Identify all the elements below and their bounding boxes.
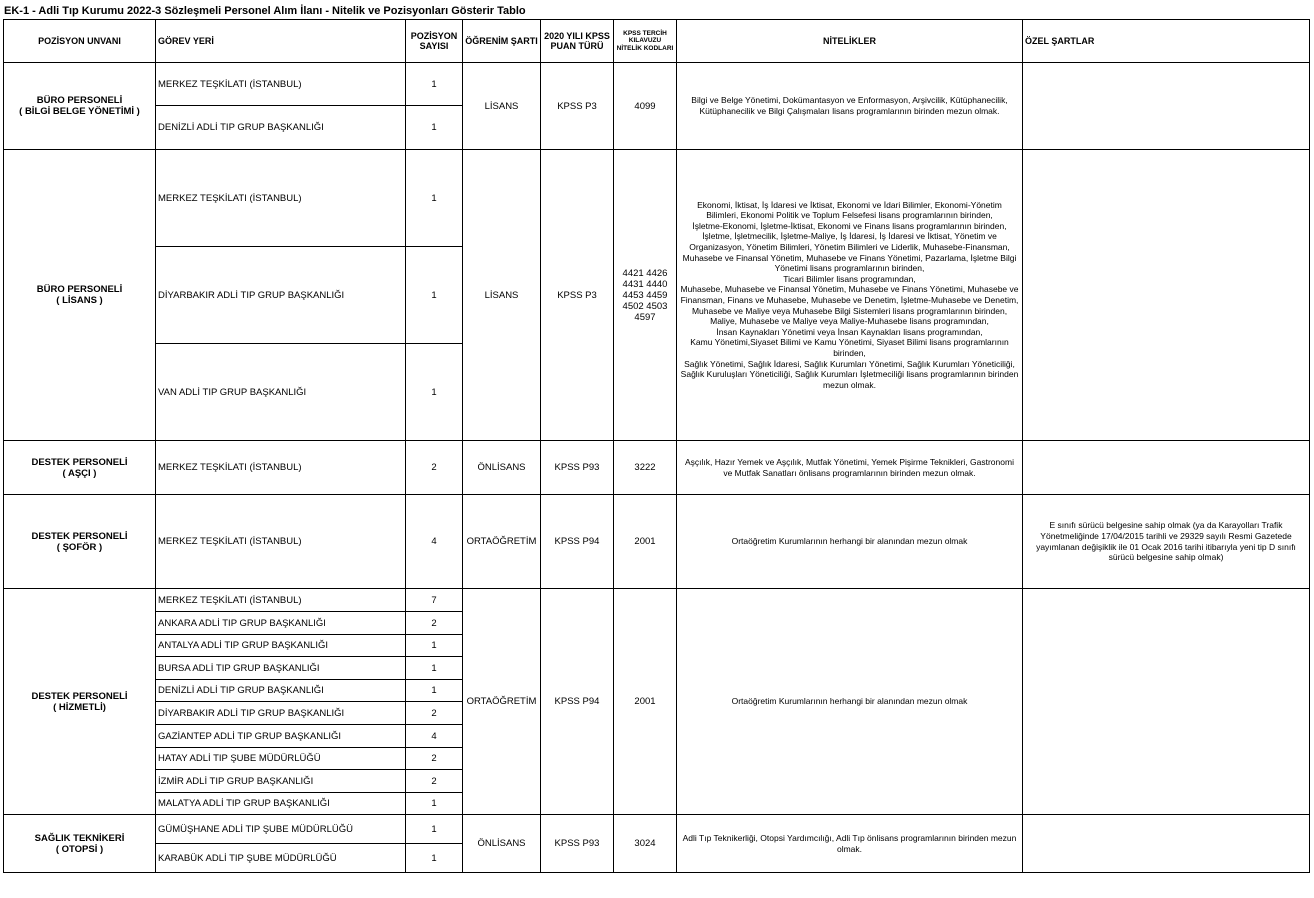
positions-table (3, 19, 1310, 873)
position-title-line: SAĞLIK TEKNİKERİ (34, 832, 125, 844)
score-type-cell: KPSS P93 (541, 815, 614, 873)
education-cell: ÖNLİSANS (463, 815, 541, 873)
count-cell: 2 (406, 612, 463, 635)
qualification-line: Ticari Bilimler lisans programından, (783, 273, 916, 284)
qualifications-cell (677, 150, 1023, 441)
qualification-line: Maliye, Muhasebe ve Maliye veya Maliye-Muhasebe lisans programından, (710, 316, 989, 327)
qualifications-cell: Adli Tıp Teknikerliği, Otopsi Yardımcılığı, Adli Tıp önlisans programlarının birinden mezun olmak. (677, 815, 1023, 873)
location-cell: KARABÜK ADLİ TIP ŞUBE MÜDÜRLÜĞÜ (156, 844, 406, 873)
table-row (4, 495, 1310, 589)
header-score-type: 2020 YILI KPSS PUAN TÜRÜ (541, 20, 614, 63)
location-cell: ANTALYA ADLİ TIP GRUP BAŞKANLIĞI (156, 635, 406, 657)
qualification-line: Muhasebe, Muhasebe ve Finansal Yönetim, Muhasebe ve Finans Yönetimi, Muhasebe ve Finansman, Finans ve Muhasebe, Muhasebe ve Denetim, İşletme-Muhasebe ve Denetim, Muhasebe ve Maliye veya Muhasebe Bilgi Sistemleri lisans programlarının birinden, (680, 284, 1019, 316)
location-cell: ANKARA ADLİ TIP GRUP BAŞKANLIĞI (156, 612, 406, 635)
location-cell: HATAY ADLİ TIP ŞUBE MÜDÜRLÜĞÜ (156, 748, 406, 770)
education-cell: ORTAÖĞRETİM (463, 495, 541, 589)
qualification-line: Ekonomi, İktisat, İş İdaresi ve İktisat, Ekonomi ve İdari Bilimler, Ekonomi-Yönetim Bilimleri, Ekonomi Politik ve Toplum Felsefesi lisans programlarının birinden, (697, 199, 1002, 221)
qualification-line: İşletme-Ekonomi, İşletme-İktisat, Ekonomi ve Finans lisans programlarının birinden, (692, 220, 1007, 231)
header-location: GÖREV YERİ (156, 20, 406, 63)
special-conditions-cell (1023, 589, 1310, 815)
position-title-line: ( ŞOFÖR ) (56, 541, 103, 553)
special-conditions-cell (1023, 815, 1310, 873)
header-codes: KPSS TERCİH KILAVUZU NİTELİK KODLARI (614, 20, 677, 63)
special-conditions-cell (1023, 63, 1310, 150)
header-education: ÖĞRENİM ŞARTI (463, 20, 541, 63)
header-position: POZİSYON UNVANI (4, 20, 156, 63)
location-cell: VAN ADLİ TIP GRUP BAŞKANLIĞI (156, 344, 406, 441)
qualifications-cell: Ortaöğretim Kurumlarının herhangi bir alanından mezun olmak (677, 495, 1023, 589)
count-cell: 1 (406, 657, 463, 680)
count-cell: 1 (406, 793, 463, 815)
location-cell: DİYARBAKIR ADLİ TIP GRUP BAŞKANLIĞI (156, 247, 406, 344)
qualification-line: Kamu Yönetimi,Siyaset Bilimi ve Kamu Yönetimi, Siyaset Bilimi lisans programlarının birinden, (690, 337, 1009, 358)
position-title-line: DESTEK PERSONELİ (31, 456, 128, 468)
position-title-line: ( OTOPSİ ) (55, 843, 104, 855)
position-title (4, 589, 156, 815)
codes-cell: 3024 (614, 815, 677, 873)
table-body (4, 63, 1310, 873)
position-title (4, 495, 156, 589)
header-count: POZİSYON SAYISI (406, 20, 463, 63)
location-cell: DENİZLİ ADLİ TIP GRUP BAŞKANLIĞI (156, 106, 406, 150)
table-row (4, 441, 1310, 495)
location-cell: MERKEZ TEŞKİLATI (İSTANBUL) (156, 63, 406, 106)
count-cell: 1 (406, 680, 463, 702)
count-cell: 2 (406, 441, 463, 495)
location-cell: DENİZLİ ADLİ TIP GRUP BAŞKANLIĞI (156, 680, 406, 702)
education-cell: LİSANS (463, 150, 541, 441)
page-title: EK-1 - Adli Tıp Kurumu 2022-3 Sözleşmeli Personel Alım İlanı - Nitelik ve Pozisyonları Gösterir Tablo (4, 5, 526, 17)
count-cell: 2 (406, 702, 463, 725)
count-cell: 1 (406, 106, 463, 150)
education-cell: ORTAÖĞRETİM (463, 589, 541, 815)
qualification-line: Sağlık Yönetimi, Sağlık İdaresi, Sağlık Kurumları Yönetimi, Sağlık Kurumları Yöneticiliği, Sağlık Kuruluşları Yöneticiliği, Sağlık Kurumları İşletmeciliği lisans programlarının birinden mezun olmak. (680, 358, 1019, 390)
position-title-line: BÜRO PERSONELİ (36, 284, 123, 295)
position-title-line: ( AŞÇI ) (62, 467, 97, 479)
count-cell: 7 (406, 589, 463, 612)
special-conditions-cell: E sınıfı sürücü belgesine sahip olmak (ya da Karayolları Trafik Yönetmeliğinde 17/04/2015 tarihli ve 29329 sayılı Resmi Gazetede yayımlanan değişiklik ile 01 Ocak 2016 tarihi itibarıyla yeni tip D sınıfı sürücü belgesine sahip olmak) (1023, 495, 1310, 589)
location-cell: MERKEZ TEŞKİLATI (İSTANBUL) (156, 441, 406, 495)
count-cell: 1 (406, 844, 463, 873)
count-cell: 1 (406, 344, 463, 441)
position-title-line: BÜRO PERSONELİ (36, 95, 123, 106)
position-title-line: ( HİZMETLİ) (53, 701, 106, 713)
location-cell: MALATYA ADLİ TIP GRUP BAŞKANLIĞI (156, 793, 406, 815)
qualifications-cell: Bilgi ve Belge Yönetimi, Dokümantasyon ve Enformasyon, Arşivcilik, Kütüphanecilik, Kütüphanecilik ve Bilgi Çalışmaları lisans programlarının birinden mezun olmak. (677, 63, 1023, 150)
location-cell: MERKEZ TEŞKİLATI (İSTANBUL) (156, 150, 406, 247)
position-title (4, 815, 156, 873)
count-cell: 1 (406, 635, 463, 657)
table-row (4, 589, 1310, 612)
table-row (4, 815, 1310, 844)
position-title (4, 150, 156, 441)
position-title (4, 441, 156, 495)
count-cell: 2 (406, 748, 463, 770)
position-title-line: DESTEK PERSONELİ (31, 530, 128, 542)
table-row (4, 63, 1310, 106)
score-type-cell: KPSS P3 (541, 63, 614, 150)
location-cell: İZMİR ADLİ TIP GRUP BAŞKANLIĞI (156, 770, 406, 793)
codes-cell: 2001 (614, 589, 677, 815)
count-cell: 1 (406, 247, 463, 344)
location-cell: BURSA ADLİ TIP GRUP BAŞKANLIĞI (156, 657, 406, 680)
location-cell: DİYARBAKIR ADLİ TIP GRUP BAŞKANLIĞI (156, 702, 406, 725)
qualification-line: İşletme, İşletmecilik, İşletme-Maliye, İş İdaresi, İş İdaresi ve İktisat, Yönetim ve Organizasyon, Yönetim Bilimleri, Yönetim Bilimleri ve Liderlik, Muhasebe-Finansman, Muhasebe ve Finansal Yönetim, Muhasebe ve Finans Yönetimi, Pazarlama, İşletme Bilgi Yönetimi lisans programlarının birinden, (682, 231, 1017, 274)
position-title-line: ( LİSANS ) (56, 295, 103, 306)
location-cell: GÜMÜŞHANE ADLİ TIP ŞUBE MÜDÜRLÜĞÜ (156, 815, 406, 844)
count-cell: 4 (406, 495, 463, 589)
score-type-cell: KPSS P94 (541, 495, 614, 589)
score-type-cell: KPSS P3 (541, 150, 614, 441)
score-type-cell: KPSS P94 (541, 589, 614, 815)
qualification-line: İnsan Kaynakları Yönetimi veya İnsan Kaynakları lisans programından, (716, 326, 983, 337)
codes-cell: 3222 (614, 441, 677, 495)
position-title (4, 63, 156, 150)
count-cell: 1 (406, 63, 463, 106)
codes-cell: 4421 4426 4431 4440 4453 4459 4502 4503 4597 (614, 150, 677, 441)
location-cell: MERKEZ TEŞKİLATI (İSTANBUL) (156, 589, 406, 612)
header-row (4, 20, 1310, 63)
count-cell: 4 (406, 725, 463, 748)
count-cell: 1 (406, 150, 463, 247)
qualifications-cell: Aşçılık, Hazır Yemek ve Aşçılık, Mutfak Yönetimi, Yemek Pişirme Teknikleri, Gastronomi ve Mutfak Sanatları önlisans programlarının birinden mezun olmak. (677, 441, 1023, 495)
header-special: ÖZEL ŞARTLAR (1023, 20, 1310, 63)
location-cell: MERKEZ TEŞKİLATI (İSTANBUL) (156, 495, 406, 589)
codes-cell: 4099 (614, 63, 677, 150)
education-cell: ÖNLİSANS (463, 441, 541, 495)
count-cell: 2 (406, 770, 463, 793)
position-title-line: ( BİLGİ BELGE YÖNETİMİ ) (19, 106, 140, 117)
header-qualifications: NİTELİKLER (677, 20, 1023, 63)
special-conditions-cell (1023, 150, 1310, 441)
qualifications-cell: Ortaöğretim Kurumlarının herhangi bir alanından mezun olmak (677, 589, 1023, 815)
education-cell: LİSANS (463, 63, 541, 150)
score-type-cell: KPSS P93 (541, 441, 614, 495)
count-cell: 1 (406, 815, 463, 844)
table-row (4, 150, 1310, 247)
location-cell: GAZİANTEP ADLİ TIP GRUP BAŞKANLIĞI (156, 725, 406, 748)
special-conditions-cell (1023, 441, 1310, 495)
position-title-line: DESTEK PERSONELİ (31, 690, 128, 702)
codes-cell: 2001 (614, 495, 677, 589)
